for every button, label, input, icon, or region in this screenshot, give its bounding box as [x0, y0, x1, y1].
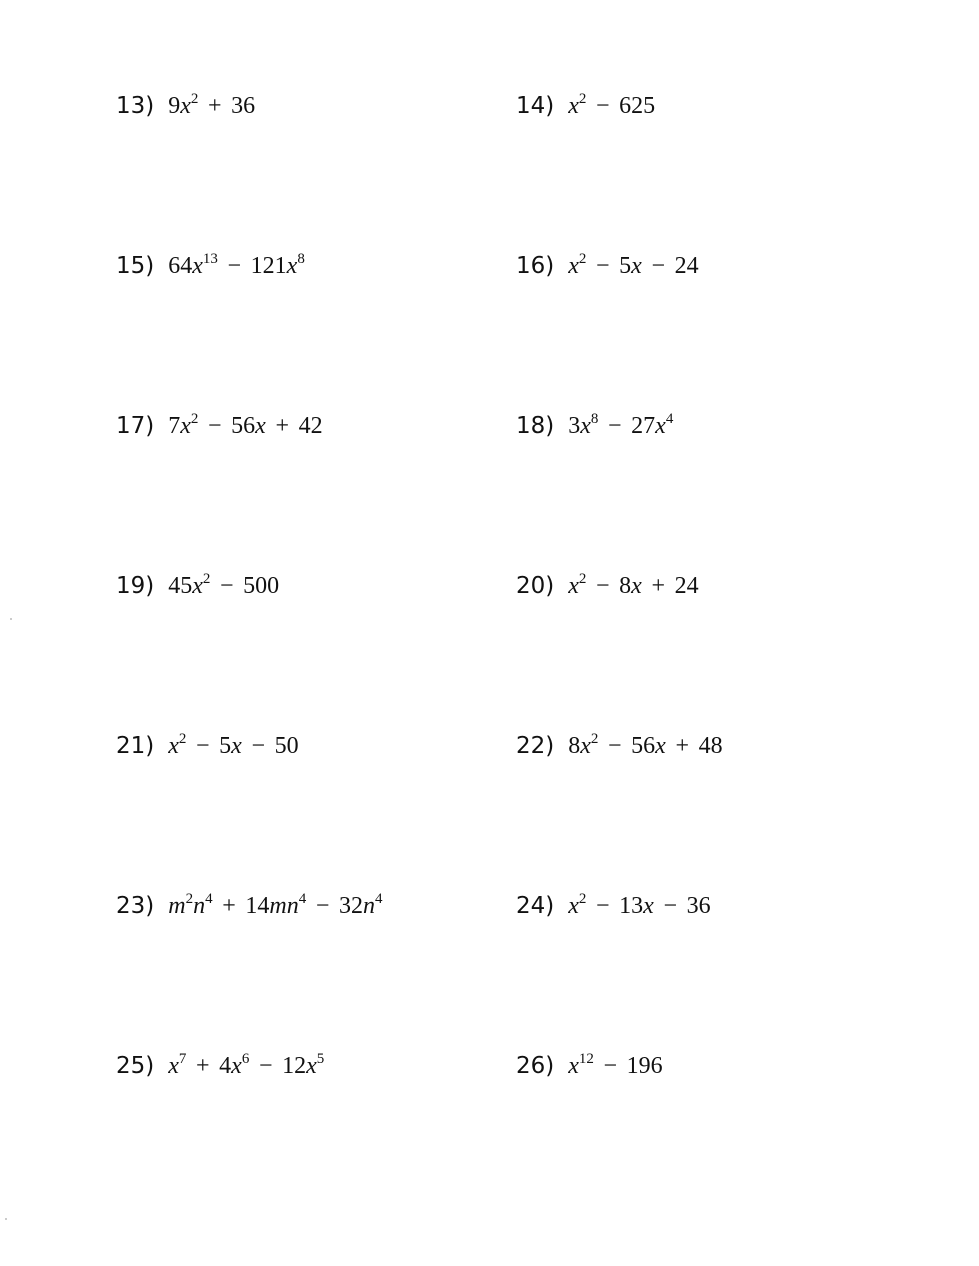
problem-expression: $x^2 - 13x - 36$ [568, 891, 711, 919]
problem-expression: $7x^2 - 56x + 42$ [168, 411, 323, 439]
problem-number: 14) [516, 93, 555, 119]
problem-expression: $9x^2 + 36$ [168, 91, 256, 119]
problem-20 [516, 571, 699, 599]
problem-expression: $64x^{13} - 121x^8$ [168, 251, 305, 279]
problem-expression: $3x^8 - 27x^4$ [568, 411, 674, 439]
problem-24 [516, 891, 711, 919]
problem-expression: $x^{12} - 196$ [568, 1051, 663, 1079]
problem-17 [116, 411, 323, 439]
problem-number: 13) [116, 93, 155, 119]
problem-23 [116, 891, 383, 919]
problem-expression: $45x^2 - 500$ [168, 571, 280, 599]
problem-expression: $x^7 + 4x^6 - 12x^5$ [168, 1051, 325, 1079]
problem-number: 16) [516, 253, 555, 279]
problem-number: 20) [516, 573, 555, 599]
scan-speck [5, 1218, 7, 1220]
problem-number: 18) [516, 413, 555, 439]
problem-21 [116, 731, 299, 759]
problem-number: 26) [516, 1053, 555, 1079]
problem-expression: $m^2n^4 + 14mn^4 - 32n^4$ [168, 891, 383, 919]
problem-number: 25) [116, 1053, 155, 1079]
problem-26 [516, 1051, 663, 1079]
problem-16 [516, 251, 699, 279]
problem-15 [116, 251, 305, 279]
problem-25 [116, 1051, 325, 1079]
problem-number: 15) [116, 253, 155, 279]
problem-18 [516, 411, 674, 439]
scan-speck [10, 618, 12, 620]
problem-expression: $8x^2 - 56x + 48$ [568, 731, 723, 759]
problem-expression: $x^2 - 5x - 50$ [168, 731, 299, 759]
problem-expression: $x^2 - 8x + 24$ [568, 571, 699, 599]
problem-22 [516, 731, 723, 759]
problem-number: 22) [516, 733, 555, 759]
problem-number: 19) [116, 573, 155, 599]
problem-expression: $x^2 - 625$ [568, 91, 656, 119]
problem-number: 21) [116, 733, 155, 759]
problem-number: 17) [116, 413, 155, 439]
problem-number: 23) [116, 893, 155, 919]
problem-14 [516, 91, 656, 119]
problem-expression: $x^2 - 5x - 24$ [568, 251, 699, 279]
problem-19 [116, 571, 280, 599]
problem-number: 24) [516, 893, 555, 919]
problem-13 [116, 91, 256, 119]
